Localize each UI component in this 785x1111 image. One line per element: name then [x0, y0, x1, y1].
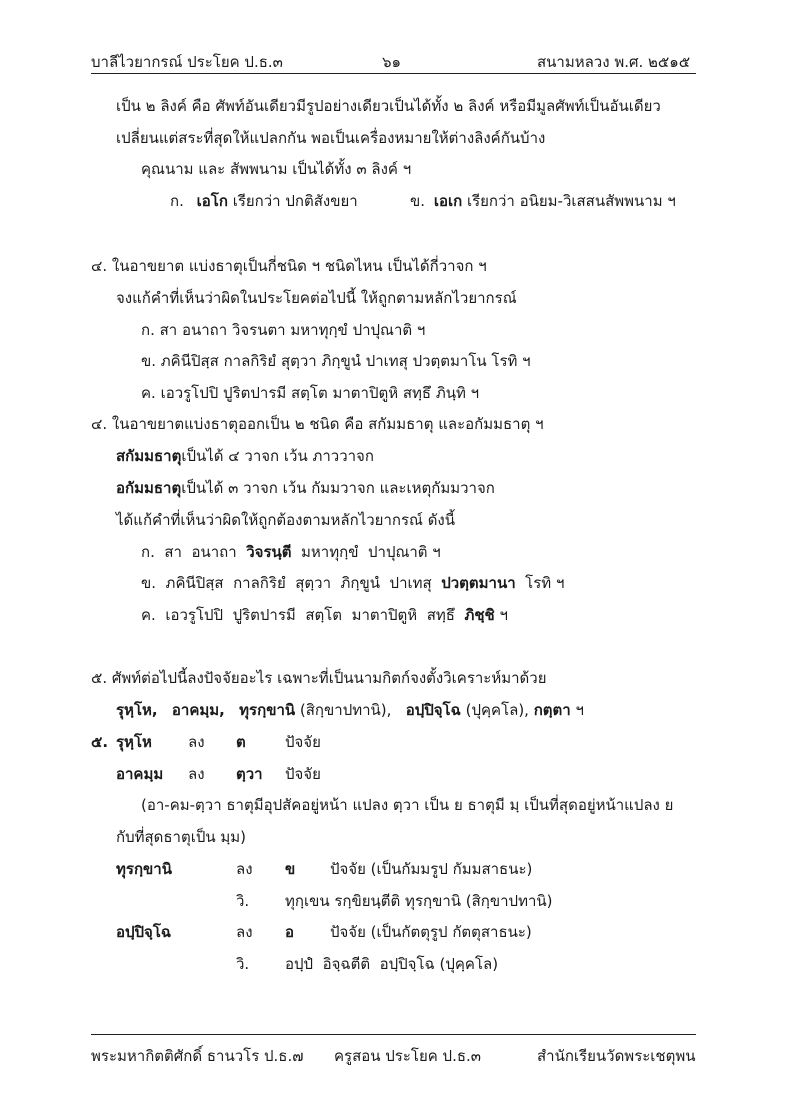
- term-bold: สกัมมธาตุ: [116, 447, 182, 465]
- question-4: ๔. ในอาขยาต แบ่งธาตุเป็นกี่ชนิด ฯ ชนิดไหน เป็นได้กี่วาจก ฯ: [91, 257, 487, 275]
- question-4-instruction: จงแก้คำที่เห็นว่าผิดในประโยคต่อไปนี้ ให้ถูกตามหลักไวยากรณ์: [116, 289, 517, 307]
- answer-note: กับที่สุดธาตุเป็น มฺม): [116, 828, 247, 846]
- term-note: ฯ: [575, 701, 584, 719]
- answer-5-number: ๕.: [91, 733, 109, 751]
- term-bold: รุหฺโห,: [116, 701, 158, 719]
- term-bold: อปฺปิจฺโฉ: [405, 701, 461, 719]
- term-desc: เป็นได้ ๔ วาจก เว้น ภาววาจก: [181, 447, 374, 465]
- term-note: (สิกฺขาปทานิ),: [299, 701, 392, 719]
- answer-4: ๔. ในอาขยาตแบ่งธาตุออกเป็น ๒ ชนิด คือ สกัมมธาตุ และอกัมมธาตุ ฯ: [91, 415, 544, 433]
- answer-suffix: ตฺวา: [236, 765, 263, 783]
- answer-4-line: [116, 478, 495, 498]
- term-bold: อกัมมธาตุ: [116, 479, 182, 497]
- answer-4-line: ได้แก้คำที่เห็นว่าผิดให้ถูกต้องตามหลักไวยากรณ์ ดังนี้: [116, 511, 456, 529]
- term-desc: เรียกว่า อนิยม-วิเสสนสัพพนาม ฯ: [466, 192, 676, 210]
- footer-right: สำนักเรียนวัดพระเชตุพน: [537, 1047, 696, 1065]
- answer-note: (อา-คม-ตฺวา ธาตุมีอุปสัคอยู่หน้า แปลง ตฺวา เป็น ย ธาตุมี มฺ เป็นที่สุดอยู่หน้าแปลง ย: [141, 796, 674, 814]
- header-right: สนามหลวง พ.ศ. ๒๕๑๕: [537, 53, 691, 71]
- example-kha: [410, 191, 676, 211]
- footer-rule: [91, 1034, 696, 1035]
- example-ka: [170, 191, 358, 211]
- corrected-word: ภิชฺชิ: [464, 606, 495, 624]
- answer-pac: ปัจจัย: [285, 733, 321, 751]
- analysis-text: ทุกฺเขน รกฺขิยนฺตีติ ทุรกฺขานิ (สิกฺขาปทานิ): [285, 892, 553, 910]
- answer-word: ทุรกฺขานิ: [116, 860, 172, 878]
- term-desc: เป็นได้ ๓ วาจก เว้น กัมมวาจก และเหตุกัมมวาจก: [181, 479, 495, 497]
- footer-center: ครูสอน ประโยค ป.ธ.๓: [334, 1047, 482, 1065]
- answer-long: ลง: [188, 765, 205, 783]
- question-5-words: [116, 700, 584, 720]
- term-bold: กตฺตา: [533, 701, 571, 719]
- footer-left: พระมหากิตติศักดิ์ ธานวโร ป.ธ.๗: [91, 1047, 304, 1065]
- analysis-label: วิ.: [236, 892, 250, 910]
- answer-word: อปฺปิจฺโฉ: [116, 923, 172, 941]
- page-number: ๖๑: [382, 53, 402, 71]
- answer-4-line: [116, 446, 374, 466]
- header-left: บาลีไวยากรณ์ ประโยค ป.ธ.๓: [91, 53, 283, 71]
- answer-4-item: [141, 542, 441, 562]
- header-rule: [91, 73, 696, 74]
- question-4-item: ก. สา อนาถา วิจรนตา มหาทุกฺขํ ปาปุณาติ ฯ: [141, 321, 426, 339]
- term-bold: เอเก: [433, 192, 463, 210]
- answer-word: รุหฺโห: [116, 733, 152, 751]
- term-bold: อาคมฺม,: [171, 701, 225, 719]
- term-bold: เอโก: [196, 192, 228, 210]
- answer-suffix: ข: [285, 860, 296, 878]
- term-desc: เรียกว่า ปกติสังขยา: [232, 192, 358, 210]
- text-line: คุณนาม และ สัพพนาม เป็นได้ทั้ง ๓ ลิงค์ ฯ: [141, 160, 412, 178]
- item-text: ก. สา อนาถา: [141, 543, 247, 561]
- corrected-word: ปวตฺตมานา: [441, 574, 516, 592]
- answer-4-item: [141, 573, 564, 593]
- item-text: มหาทุกฺขํ ปาปุณาติ ฯ: [291, 543, 441, 561]
- answer-suffix: อ: [285, 923, 295, 941]
- analysis-label: วิ.: [236, 955, 250, 973]
- answer-pac: ปัจจัย (เป็นกัตตุรูป กัตตุสาธนะ): [330, 923, 532, 941]
- answer-4-item: [141, 605, 508, 625]
- term-bold: ทุรกฺขานิ: [239, 701, 296, 719]
- question-4-item: ข. ภคินีปิสฺส กาลกิริยํ สุตฺวา ภิกฺขูนํ ปาเทสุ ปวตฺตมาโน โรทิ ฯ: [141, 352, 531, 370]
- question-4-item: ค. เอวรูโปปิ ปูริตปารมี สตฺโต มาตาปิตูหิ สทฺธึ ภินฺทิ ฯ: [141, 384, 480, 402]
- analysis-text: อปฺปํ อิจฺฉตีติ อปฺปิจฺโฉ (ปุคฺคโล): [285, 955, 499, 973]
- item-text: โรทิ ฯ: [515, 574, 565, 592]
- answer-long: ลง: [188, 733, 205, 751]
- answer-pac: ปัจจัย: [285, 765, 321, 783]
- answer-pac: ปัจจัย (เป็นกัมมรูป กัมมสาธนะ): [330, 860, 533, 878]
- item-text: ค. เอวรูโปปิ ปูริตปารมี สตฺโต มาตาปิตูหิ สทฺธึ: [141, 606, 465, 624]
- text-line: เปลี่ยนแต่สระที่สุดให้แปลกกัน พอเป็นเครื่องหมายให้ต่างลิงค์กันบ้าง: [116, 129, 546, 147]
- term-note: (ปุคฺคโล),: [465, 701, 529, 719]
- corrected-word: วิจรนฺตี: [246, 543, 292, 561]
- answer-word: อาคมฺม: [116, 765, 164, 783]
- question-5: ๕. ศัพท์ต่อไปนี้ลงปัจจัยอะไร เฉพาะที่เป็นนามกิตก์จงตั้งวิเคราะห์มาด้วย: [91, 669, 547, 687]
- text-line: เป็น ๒ ลิงค์ คือ ศัพท์อันเดียวมีรูปอย่างเดียวเป็นได้ทั้ง ๒ ลิงค์ หรือมีมูลศัพท์เป็นอันเดียว: [116, 97, 661, 115]
- answer-long: ลง: [236, 923, 253, 941]
- item-text: ฯ: [494, 606, 508, 624]
- item-prefix: ข.: [410, 192, 426, 210]
- answer-long: ลง: [236, 860, 253, 878]
- answer-suffix: ต: [236, 733, 246, 751]
- item-prefix: ก.: [170, 192, 184, 210]
- item-text: ข. ภคินีปิสฺส กาลกิริยํ สุตฺวา ภิกฺขูนํ ปาเทสุ: [141, 574, 442, 592]
